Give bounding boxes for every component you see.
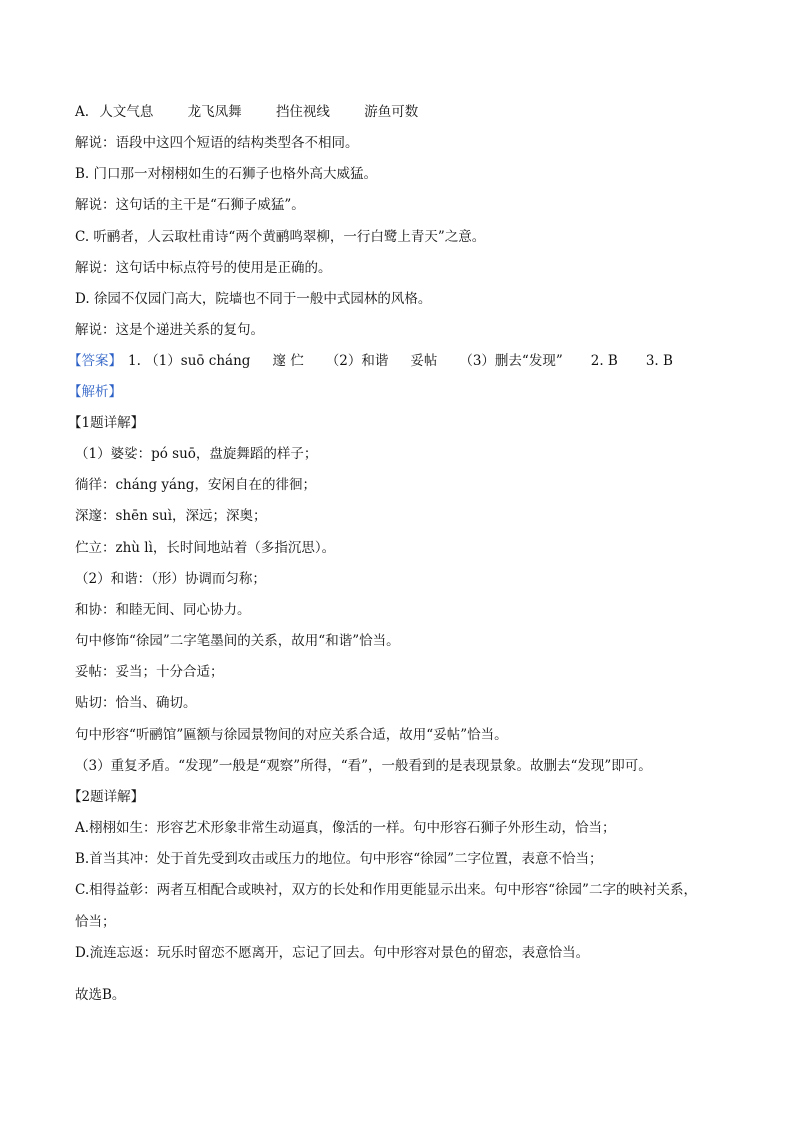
q2-line-5: D.流连忘返：玩乐时留恋不愿离开，忘记了回去。句中形容对景色的留恋，表意恰当。 (75, 945, 590, 961)
q2-line-1: A.栩栩如生：形容艺术形象非常生动逼真，像活的一样。句中形容石狮子外形生动，恰当； (75, 820, 616, 836)
option-a-item-1: 人文气息 (99, 104, 154, 120)
explanation-a: 解说：语段中这四个短语的结构类型各不相同。 (75, 135, 359, 151)
q1-line-4: 伫立：zhù lì，长时间地站着（多指沉思）。 (75, 540, 336, 556)
q1-line-10: 句中形容“听鹂馆”匾额与徐园景物间的对应关系合适，故用“妥帖”恰当。 (75, 727, 508, 743)
q1-heading: 【1题详解】 (68, 415, 145, 431)
answer-q1-part2-word: 妥帖 (410, 353, 438, 369)
answer-tag: 【答案】 (68, 353, 122, 369)
q1-line-1: （1）婆娑：pó suō，盘旋舞蹈的样子； (75, 446, 318, 462)
answer-line (68, 351, 673, 371)
q2-line-3: C.相得益彰：两者互相配合或映衬，双方的长处和作用更能显示出来。句中形容“徐园”二字的映衬关系， (75, 882, 697, 898)
q1-line-2: 徜徉：cháng yáng，安闲自在的徘徊； (75, 477, 316, 493)
answer-q2: 2. B (590, 353, 618, 369)
q2-line-4: 恰当； (75, 914, 116, 930)
q1-line-3: 深邃：shēn suì，深远；深奥； (75, 508, 267, 524)
explanation-d: 解说：这是个递进关系的复句。 (75, 322, 264, 338)
answer-q3: 3. B (645, 353, 673, 369)
q1-line-9: 贴切：恰当、确切。 (75, 695, 197, 711)
option-a-line (75, 102, 418, 122)
explanation-c: 解说：这句话中标点符号的使用是正确的。 (75, 260, 332, 276)
answer-q1: 1. （1）suō cháng (128, 353, 251, 369)
q1-line-7: 句中修饰“徐园”二字笔墨间的关系，故用“和谐”恰当。 (75, 633, 400, 649)
q1-line-8: 妥帖：妥当；十分合适； (75, 664, 224, 680)
option-a-label: A. (75, 104, 90, 120)
option-b: B. 门口那一对栩栩如生的石狮子也格外高大威猛。 (75, 166, 378, 182)
answer-q1-part2: （2）和谐 (325, 353, 389, 369)
option-d: D. 徐园不仅园门高大，院墙也不同于一般中式园林的风格。 (75, 291, 432, 307)
option-a-item-3: 挡住视线 (275, 104, 330, 120)
explanation-b: 解说：这句话的主干是“石狮子威猛”。 (75, 197, 305, 213)
q2-line-2: B.首当其冲：处于首先受到攻击或压力的地位。句中形容“徐园”二字位置，表意不恰当； (75, 851, 603, 867)
q2-conclusion: 故选B。 (75, 987, 126, 1003)
q1-line-5: （2）和谐：（形）协调而匀称； (75, 571, 266, 587)
answer-q1-words: 邃 伫 (272, 353, 304, 369)
option-a-item-2: 龙飞凤舞 (187, 104, 242, 120)
q1-line-11: （3）重复矛盾。“发现”一般是“观察”所得，“看”，一般看到的是表现景象。故删去“发现”即可。 (75, 758, 652, 774)
analysis-tag: 【解析】 (68, 384, 122, 400)
option-a-item-4: 游鱼可数 (364, 104, 419, 120)
option-c: C. 听鹂者，人云取杜甫诗“两个黄鹂鸣翠柳，一行白鹭上青天”之意。 (75, 229, 486, 245)
q1-line-6: 和协：和睦无间、同心协力。 (75, 602, 251, 618)
answer-q1-part3: （3）删去“发现” (459, 353, 563, 369)
q2-heading: 【2题详解】 (68, 789, 145, 805)
